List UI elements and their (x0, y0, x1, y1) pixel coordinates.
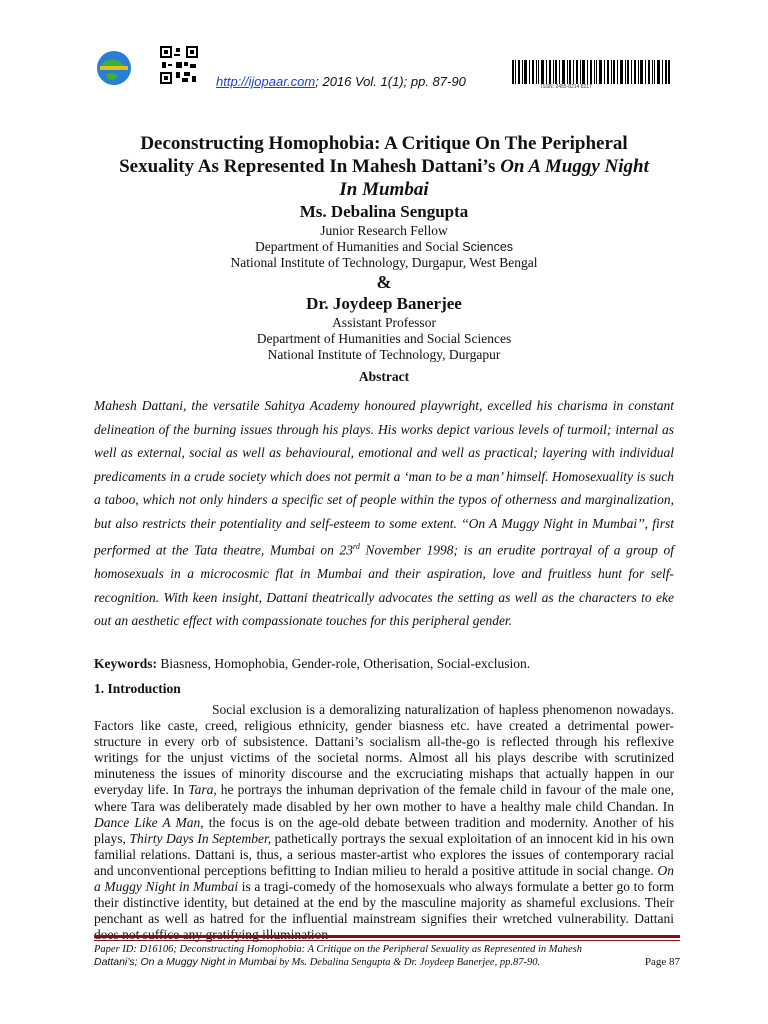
abstract-heading: Abstract (358, 369, 410, 384)
author-1-department-tail: Sciences (462, 240, 514, 254)
abstract-body: Mahesh Dattani, the versatile Sahitya Academy honoured playwright, excelled his charisma in constant delineation of the burning issues through his plays. His works depict various levels of turmoil; internal as well as external, social as well as behavioural, emotional and well as practical; layering with individual predicaments in a crude society which does not permit a ‘man to be a man’ himself. Homosexuality is such a taboo, which not only hinders a specific set of people within the typos of otherness and marginalization, but also restricts their potentiality and self-esteem to some extent. ‘‘On A Muggy Night in Mumbai’’, first performed at the Tata theatre, Mumbai on 23 (94, 398, 674, 558)
footer-line-1: Paper ID: D16106; Deconstructing Homophobia: A Critique on the Peripheral Sexuality as Represented in Mahesh (94, 944, 582, 955)
author-separator: & (376, 272, 392, 292)
title-line-3: In Mumbai (339, 179, 429, 200)
keywords-label: Keywords: (94, 656, 157, 671)
journal-url-link[interactable]: http://ijopaar.com (216, 74, 316, 89)
title-line-2-italic: On A Muggy Night (500, 156, 649, 177)
intro-text-4: pathetically portrays the sexual exploitation of an innocent kid in his own familial relations. Dattani is, thus, a serious master-artist who explores the issues of contemporary racial and unconventional perceptions befitting to Indian milieu to herald a positive attitude in social change. (94, 830, 675, 878)
introduction-paragraph (94, 702, 674, 943)
intro-title-tara: Tara (188, 782, 214, 798)
intro-title-muggy-night: On a Muggy Night in Mumbai (94, 862, 674, 895)
abstract-body-continued: November 1998; is an erudite portrayal of a group of homosexuals in a microcosmic flat in Mumbai and their aspiration, love and fruitless hunt for self-recognition. With keen insight, Dattani theatrically advocates the setting as well as the characters to eke out an aesthetic effect with compassionate touches for this peripheral gender. (94, 542, 674, 628)
keywords-line (94, 656, 674, 672)
footer-rule-thin (94, 940, 680, 941)
footer-rule-thick (94, 935, 680, 938)
intro-text-3: , the focus is on the age-old debate between tradition and modernity. Another of his plays, (94, 814, 674, 846)
author-1-department-text: Department of Humanities and Social (254, 239, 463, 254)
title-line-1: Deconstructing Homophobia: A Critique On The Peripheral (140, 133, 628, 154)
intro-text-5: is a tragi-comedy of the homosexuals who always formulate a better go to form their distinctive identity, but detained at the end by the masculine majority as shameful exclusions. Their penchant as well as hatred for the influential mainstream signifies their wretched vulnerability. Dattani does not suffice any gratifying illumination (94, 879, 674, 943)
intro-text-2: , he portrays the inhuman deprivation of the female child in favour of the male one, where Tara was deliberately made disabled by her own mother to have a healthy male child Chandan. In (94, 782, 674, 814)
author-2-position: Assistant Professor (332, 315, 436, 330)
authors-block (80, 201, 688, 363)
author-2-department: Department of Humanities and Social Sciences (256, 331, 512, 346)
paper-title (80, 132, 688, 201)
author-2-institute: National Institute of Technology, Durgapur (267, 347, 501, 362)
keywords-text: Biasness, Homophobia, Gender-role, Otherisation, Social-exclusion. (157, 656, 531, 671)
title-line-2-text: Sexuality As Represented In Mahesh Dattani’s (119, 156, 501, 177)
page-number: Page 87 (644, 956, 680, 968)
abstract-superscript: rd (353, 542, 360, 551)
intro-title-thirty-days: Thirty Days In September, (129, 830, 272, 846)
author-1-department (80, 239, 688, 255)
barcode-number: ISSN: 2455-8214 8217 (541, 84, 592, 90)
journal-citation: ; 2016 Vol. 1(1); pp. 87-90 (315, 74, 466, 89)
qr-code-icon (160, 46, 198, 84)
journal-citation-line (216, 74, 466, 89)
barcode-icon (512, 60, 670, 84)
intro-title-dance: Dance Like A Man (94, 814, 201, 830)
intro-text-1: Social exclusion is a demoralizing naturalization of hapless phenomenon nowadays. Factors like caste, creed, religious ethnicity, gender biasness etc. have created a detrimental power-structure in every orb of subsistence. Dattani’s socialism all-the-go is reflected through his reflexive writings for the unjust victims of the societal norms. Almost all his plays describe with scrutinized minuteness the issues of minority discourse and the excruciating mishaps that actually happen in our everyday life. In (94, 702, 674, 798)
author-1-position: Junior Research Fellow (320, 223, 448, 238)
footer-line-2 (94, 956, 680, 969)
author-1-institute: National Institute of Technology, Durgapur, West Bengal (230, 255, 538, 270)
journal-globe-logo (96, 50, 132, 86)
author-1-name: Ms. Debalina Sengupta (299, 202, 469, 221)
title-line-2 (80, 155, 688, 178)
page-footer (94, 943, 680, 969)
footer-line-2-rest: by Ms. Debalina Sengupta & Dr. Joydeep Banerjee, pp.87-90. (276, 957, 541, 968)
author-2-name: Dr. Joydeep Banerjee (306, 294, 462, 313)
introduction-heading: 1. Introduction (94, 681, 181, 696)
abstract-text (94, 394, 674, 633)
footer-line-2-sans: Dattani’s; On a Muggy Night in Mumbai (94, 956, 277, 968)
